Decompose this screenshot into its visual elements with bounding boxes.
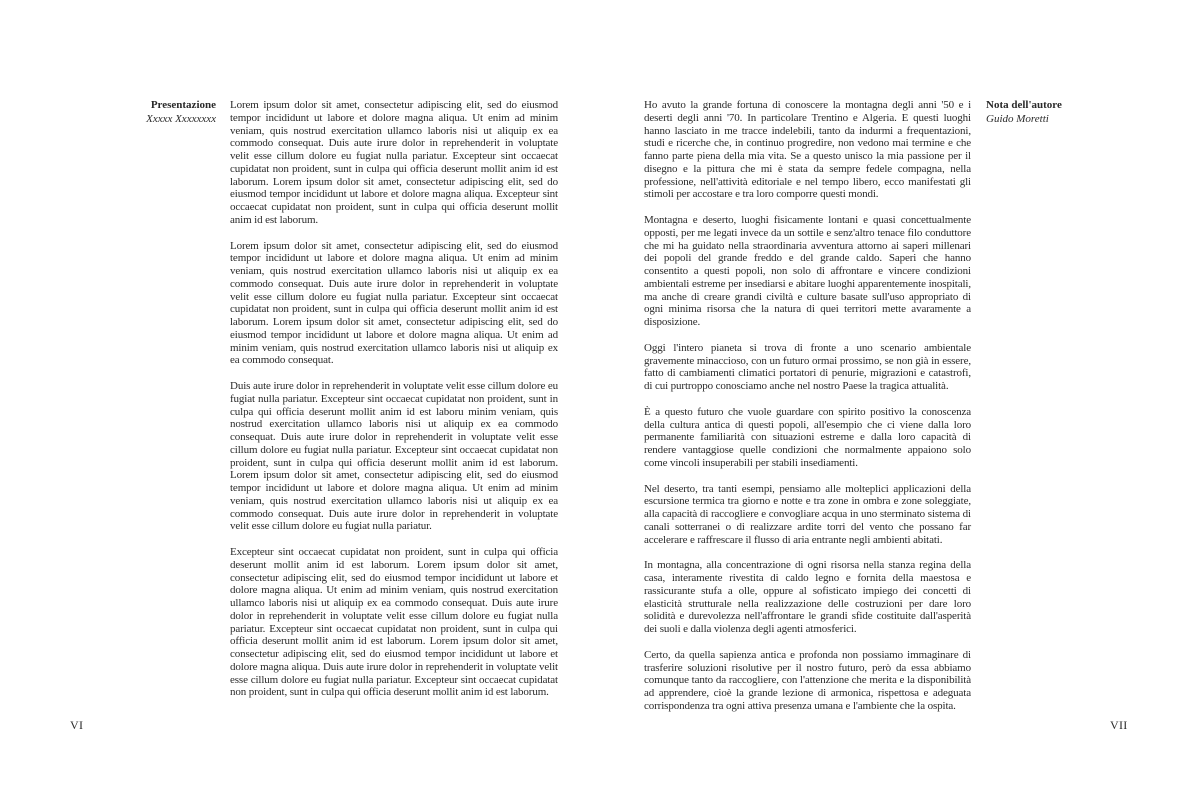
paragraph: Ho avuto la grande fortuna di conoscere la montagna degli anni '50 e i deserti degli anni '70. In particolare Trentino e Algeria. E questi luoghi hanno lasciato in me tracce indelebili, tanto da indurmi a frequentazioni, studi e ricerche che, in continuo progredire, non vedono mai termine e che fanno parte piena della mia vita. Se a questo unisco la mia passione per il disegno e la pittura che mi è stata da sempre fedele compagna, nella professione, nell'attività editoriale e nel tempo libero, ecco manifestati gli stimoli per accostare e tra loro comporre questi mondi.	[644, 99, 971, 201]
left-text-column	[230, 99, 558, 712]
section-author-right: Guido Moretti	[986, 112, 1049, 125]
paragraph: Lorem ipsum dolor sit amet, consectetur adipiscing elit, sed do eiusmod tempor incididunt ut labore et dolore magna aliqua. Ut enim ad minim veniam, quis nostrud exercitation ullamco laboris nisi ut aliquip ex ea commodo consequat. Duis aute irure dolor in reprehenderit in voluptate velit esse cillum dolore eu fugiat nulla pariatur. Excepteur sint occaecat cupidatat non proident, sunt in culpa qui officia deserunt mollit anim id est laborum. Lorem ipsum dolor sit amet, consectetur adipiscing elit, sed do eiusmod tempor incididunt ut labore et dolore magna aliqua. Excepteur sint occaecat cupidatat non proident, sunt in culpa qui officia deserunt mollit anim id est laborum.	[230, 99, 558, 226]
page-number-right: VII	[1110, 718, 1128, 732]
paragraph: Duis aute irure dolor in reprehenderit in voluptate velit esse cillum dolore eu fugiat nulla pariatur. Excepteur sint occaecat cupidatat non proident, sunt in culpa qui officia deserunt mollit anim id est laboru minim veniam, quis nostrud exercitation ullamco laboris nisi ut aliquip ex ea commodo consequat. Duis aute irure dolor in reprehenderit in voluptate velit esse cillum dolore eu fugiat nulla pariatur. Excepteur sint occaecat cupidatat non proident, sunt in culpa qui officia deserunt mollit anim id est laborum. Lorem ipsum dolor sit amet, consectetur adipiscing elit, sed do eiusmod tempor incididunt ut labore et dolore magna aliqua. Ut enim ad minim veniam, quis nostrud exercitation ullamco laboris nisi ut aliquip ex ea commodo consequat. Duis aute irure dolor in reprehenderit in voluptate velit esse cillum dolore eu fugiat nulla pariatur.	[230, 380, 558, 533]
paragraph: Oggi l'intero pianeta si trova di fronte a uno scenario ambientale gravemente minaccioso, con un futuro ormai prossimo, se non già in essere, fatto di cambiamenti climatici portatori di penurie, migrazioni e catastrofi, di cui purtroppo conosciamo anche nel nostro Paese la tragica attualità.	[644, 341, 971, 392]
right-text-column	[644, 99, 971, 726]
paragraph: È a questo futuro che vuole guardare con spirito positivo la conoscenza della cultura antica di questi popoli, all'esempio che ci viene dalla loro permanente familiarità con situazioni estreme e dalla loro capacità di rendere vantaggiose quelle condizioni che normalmente appaiono solo come vincoli insuperabili per stabili insediamenti.	[644, 405, 971, 469]
right-section-heading	[986, 99, 1096, 126]
paragraph: In montagna, alla concentrazione di ogni risorsa nella stanza regina della casa, interamente rivestita di caldo legno e fornita della maestosa e rassicurante stufa a olle, oppure al sofisticato impiego dei concetti di elasticità strutturale nella realizzazione delle costruzioni per dare loro solidità e durevolezza nell'affrontare le grandi sfide costituite dall'asperità dei suoli e dalla violenza degli agenti atmosferici.	[644, 559, 971, 635]
paragraph: Nel deserto, tra tanti esempi, pensiamo alle molteplici applicazioni della escursione termica tra giorno e notte e tra zone in ombra e zone soleggiate, alla capacità di raccogliere e convogliare acqua in uno sterminato sistema di canali sotterranei o di realizzare ardite torri del vento che possano far accelerare e raffrescare il flusso di aria entrante negli ambienti abitati.	[644, 482, 971, 546]
paragraph: Excepteur sint occaecat cupidatat non proident, sunt in culpa qui officia deserunt mollit anim id est laborum. Lorem ipsum dolor sit amet, consectetur adipiscing elit, sed do eiusmod tempor incididunt ut labore et dolore magna aliqua. Ut enim ad minim veniam, quis nostrud exercitation ullamco laboris nisi ut aliquip ex ea commodo consequat. Duis aute irure dolor in reprehenderit in voluptate velit esse cillum dolore eu fugiat nulla pariatur. Excepteur sint occaecat cupidatat non proident, sunt in culpa qui officia deserunt mollit anim id est laborum. Lorem ipsum dolor sit amet, consectetur adipiscing elit, sed do eiusmod tempor incididunt ut labore et dolore magna aliqua. Duis aute irure dolor in reprehenderit in voluptate velit esse cillum dolore eu fugiat nulla pariatur. Excepteur sint occaecat cupidatat non proident, sunt in culpa qui officia deserunt mollit anim id est laborum.	[230, 546, 558, 699]
section-author-left: Xxxxx Xxxxxxxx	[146, 112, 216, 125]
paragraph: Lorem ipsum dolor sit amet, consectetur adipiscing elit, sed do eiusmod tempor incididunt ut labore et dolore magna aliqua. Ut enim ad minim veniam, quis nostrud exercitation ullamco laboris nisi ut aliquip ex ea commodo consequat. Duis aute irure dolor in reprehenderit in voluptate velit esse cillum dolore eu fugiat nulla pariatur. Excepteur sint occaecat cupidatat non proident, sunt in culpa qui officia deserunt mollit anim id est laborum. Lorem ipsum dolor sit amet, consectetur adipiscing elit, sed do eiusmod tempor incididunt ut labore et dolore magna aliqua. Ut enim ad minim veniam, quis nostrud exercitation ullamco laboris nisi ut aliquip ex ea commodo consequat.	[230, 239, 558, 367]
left-section-heading	[120, 99, 216, 126]
section-title-presentazione: Presentazione	[150, 99, 216, 111]
paragraph: Certo, da quella sapienza antica e profonda non possiamo immaginare di trasferire soluzioni risolutive per il nostro futuro, però da essa abbiamo comunque tanto da raccogliere, con l'attenzione che merita e la disponibilità ad apprendere, cioè la grande lezione di armonica, rispettosa e adeguata corrispondenza tra ogni attiva presenza umana e l'ambiente che la ospita.	[644, 648, 971, 712]
section-title-nota: Nota dell'autore	[986, 99, 1062, 111]
page-number-left: VI	[70, 718, 84, 732]
paragraph: Montagna e deserto, luoghi fisicamente lontani e quasi concettualmente opposti, per me legati invece da un sottile e senz'altro tenace filo conduttore che mi ha guidato nella straordinaria avventura attorno ai saperi millenari dei popoli del grande freddo e del grande caldo. Saperi che hanno consentito a questi popoli, non solo di affrontare e vincere condizioni ambientali estreme per insediarsi e abitare luoghi apparentemente inospitali, ma anche di creare grandi civiltà e culture basate sull'uso appropriato di ogni minima risorsa che la natura di quei territori mette avaramente a disposizione.	[644, 214, 971, 328]
